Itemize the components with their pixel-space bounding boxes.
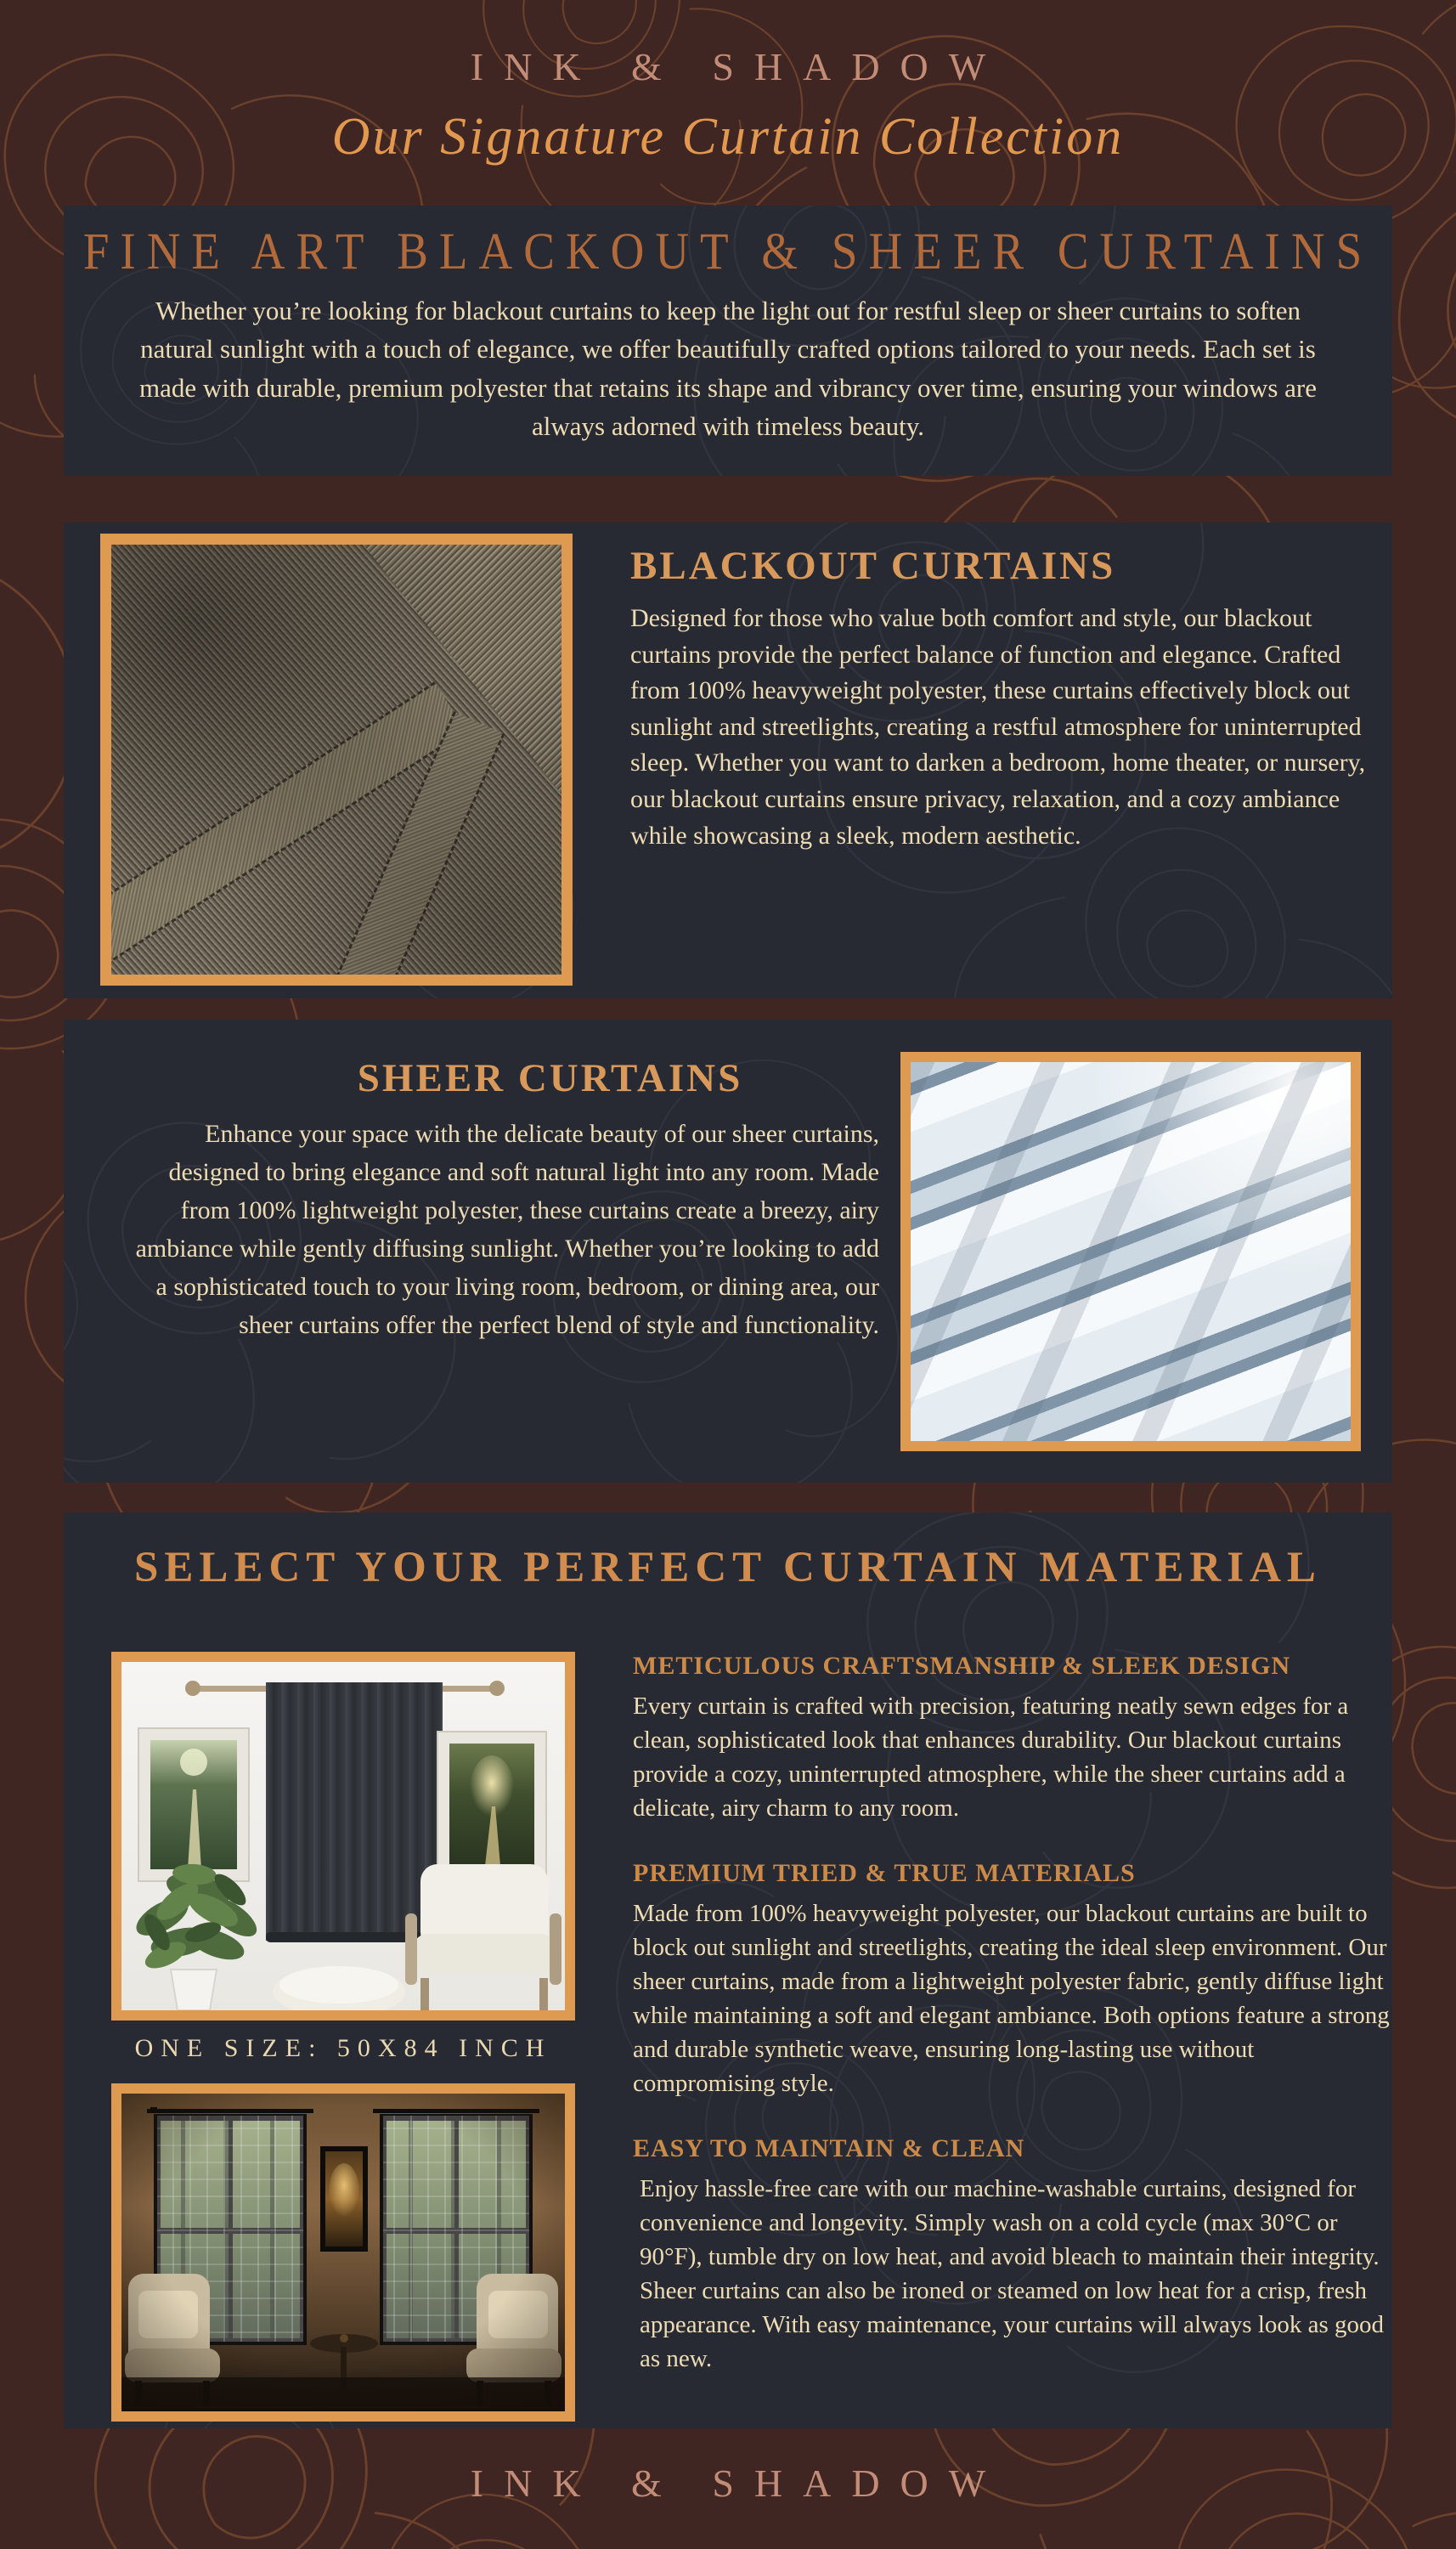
feature-paragraph: Every curtain is crafted with precision, featuring neatly sewn edges for a clean, sophisticated look that enhances durability. Our blackout curtains provide a cozy, uninterrupted atmosphere, while the sheer curtains add a delicate, airy charm to any room. bbox=[633, 1693, 1349, 1823]
sheer-paragraph: Enhance your space with the delicate beauty of our sheer curtains, designed to bring elegance and soft natural light into any room. Made from 100% lightweight polyester, these curtains create a breezy, airy ambiance while gently diffusing sunlight. Whether you’re looking to add a sophisticated touch to your living room, bedroom, or dining area, our sheer curtains offer the perfect blend of style and functionality. bbox=[135, 1120, 879, 1339]
brand-tagline: Our Signature Curtain Collection bbox=[331, 108, 1125, 166]
intro-title: FINE ART BLACKOUT & SHEER CURTAINS bbox=[82, 222, 1374, 280]
sheer-fabric-image bbox=[900, 1052, 1361, 1451]
feature-materials bbox=[633, 1859, 1392, 2100]
blackout-paragraph: Designed for those who value both comfort and style, our blackout curtains provide the perfect balance of function and elegance. Crafted from 100% heavyweight polyester, these curtains effectively block out sunlight and streetlights, creating a restful atmosphere for uninterrupted sleep. Whether you want to darken a bedroom, home theater, or nursery, our blackout curtains ensure privacy, relaxation, and a cozy ambiance while showcasing a sleek, modern aesthetic. bbox=[630, 604, 1366, 850]
sheer-title: SHEER CURTAINS bbox=[357, 1056, 743, 1100]
intro-panel bbox=[64, 206, 1392, 476]
feature-paragraph: Enjoy hassle-free care with our machine-washable curtains, designed for convenience and longevity. Simply wash on a cold cycle (max 30°C or 90°F), tumble dry on low heat, and avoid bleach to maintain their integrity. Sheer curtains can also be ironed or steamed on low heat for a crisp, fresh appearance. With easy maintenance, your curtains will always look as good as new. bbox=[640, 2175, 1385, 2373]
blackout-fabric-image bbox=[100, 534, 573, 986]
blackout-room-scene bbox=[121, 1662, 565, 2010]
blackout-title: BLACKOUT CURTAINS bbox=[630, 544, 1116, 588]
feature-heading: METICULOUS CRAFTSMANSHIP & SLEEK DESIGN bbox=[633, 1652, 1291, 1680]
feature-heading: EASY TO MAINTAIN & CLEAN bbox=[633, 2134, 1025, 2163]
select-title: SELECT YOUR PERFECT CURTAIN MATERIAL bbox=[134, 1544, 1322, 1591]
feature-paragraph: Made from 100% heavyweight polyester, our blackout curtains are built to block out sunlight and streetlights, creating the ideal sleep environment. Our sheer curtains, made from a lightweight polyester fabric, gently diffuse light while maintaining a soft and elegant ambiance. Both options feature a strong and durable synthetic weave, ensuring long-lasting use without compromising style. bbox=[633, 1900, 1390, 2098]
brand-wordmark-footer: INK & SHADOW bbox=[470, 2461, 1007, 2505]
blackout-panel bbox=[64, 523, 1392, 998]
blackout-room-image bbox=[111, 1652, 575, 2021]
size-label: ONE SIZE: 50X84 INCH bbox=[134, 2034, 552, 2062]
wall-art-right bbox=[437, 1732, 546, 1878]
feature-care bbox=[633, 2134, 1392, 2376]
feature-craftsmanship bbox=[633, 1652, 1392, 1825]
fabric-shading bbox=[111, 545, 562, 975]
sheer-room-scene bbox=[121, 2094, 565, 2411]
blackout-curtain bbox=[266, 1682, 443, 1941]
sheer-fold-highlights bbox=[911, 1062, 1351, 1441]
feature-heading: PREMIUM TRIED & TRUE MATERIALS bbox=[633, 1859, 1136, 1888]
select-material-panel bbox=[64, 1512, 1392, 2428]
sheer-room-image bbox=[111, 2083, 575, 2422]
intro-paragraph: Whether you’re looking for blackout curtains to keep the light out for restful sleep or sheer curtains to soften natural sunlight with a touch of elegance, we offer beautifully crafted options tailored to your needs. Each set is made with durable, premium polyester that retains its shape and vibrancy over time, ensuring your windows are always adorned with timeless beauty. bbox=[138, 296, 1317, 441]
wall-art-left bbox=[138, 1728, 249, 1881]
brand-wordmark-header: INK & SHADOW bbox=[470, 45, 1007, 88]
sheer-panel bbox=[64, 1020, 1392, 1483]
